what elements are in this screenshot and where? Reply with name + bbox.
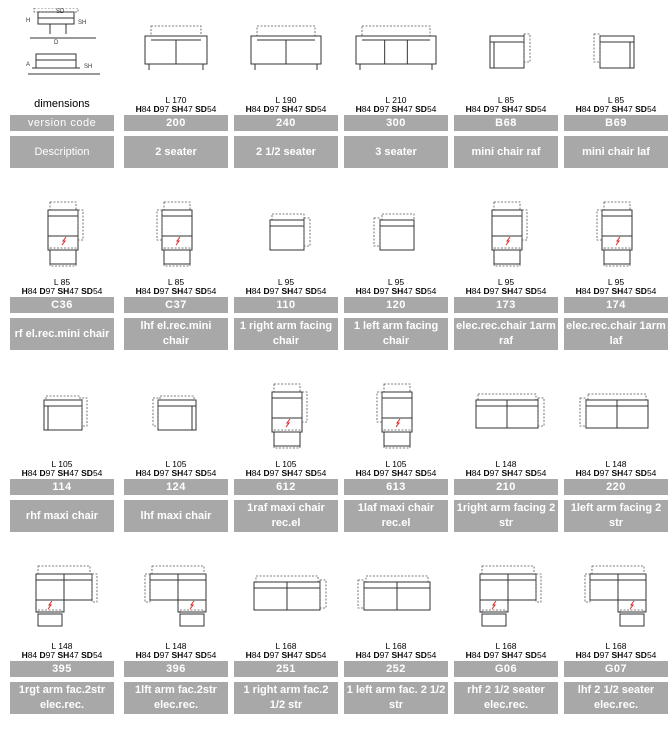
- product-description: mini chair laf: [564, 136, 668, 168]
- product-card: [234, 190, 338, 372]
- product-drawing: [344, 190, 448, 276]
- product-description: elec.rec.chair 1arm raf: [454, 318, 558, 350]
- product-card: [454, 372, 558, 554]
- product-card: [454, 190, 558, 372]
- version-code: 200: [124, 115, 228, 131]
- product-drawing: [234, 554, 338, 640]
- length-label: L 190: [275, 95, 297, 105]
- product-description: 1 left arm facing chair: [344, 318, 448, 350]
- dimensions-line: H84 D97 SH47 SD54: [245, 468, 327, 478]
- version-code: G06: [454, 661, 558, 677]
- product-card: [10, 372, 114, 554]
- length-label: L 105: [51, 459, 73, 469]
- product-drawing: [10, 554, 114, 640]
- version-code: 252: [344, 661, 448, 677]
- product-description: lhf maxi chair: [124, 500, 228, 532]
- version-code: 251: [234, 661, 338, 677]
- diagram-letter-a: A: [26, 62, 31, 68]
- dimensions-line: H84 D97 SH47 SD54: [465, 104, 547, 114]
- product-drawing: [344, 8, 448, 94]
- product-card: [344, 554, 448, 736]
- dimensions-line: H84 D97 SH47 SD54: [21, 286, 103, 296]
- product-drawing: [564, 372, 668, 458]
- version-code: 396: [124, 661, 228, 677]
- diagram-letter-d: D: [54, 40, 59, 46]
- product-card: [564, 190, 668, 372]
- product-card: [454, 554, 558, 736]
- product-description: 1 right arm facing chair: [234, 318, 338, 350]
- version-code: G07: [564, 661, 668, 677]
- product-card: [344, 190, 448, 372]
- product-description: 1lft arm fac.2str elec.rec.: [124, 682, 228, 714]
- product-description: 1right arm facing 2 str: [454, 500, 558, 532]
- version-code: B68: [454, 115, 558, 131]
- product-drawing: [454, 190, 558, 276]
- product-card: [564, 554, 668, 736]
- length-label: L 95: [387, 277, 405, 287]
- product-card: [234, 554, 338, 736]
- version-code: 174: [564, 297, 668, 313]
- recliner-drawing: [48, 202, 83, 266]
- product-drawing: [10, 190, 114, 276]
- legend-cell: [10, 8, 114, 190]
- product-card: [234, 8, 338, 190]
- dimensions-line: H84 D97 SH47 SD54: [575, 650, 657, 660]
- version-code: C36: [10, 297, 114, 313]
- product-card: [564, 8, 668, 190]
- product-drawing: [454, 554, 558, 640]
- sofa-drawing: [145, 26, 207, 70]
- dimensions-line: H84 D97 SH47 SD54: [355, 286, 437, 296]
- length-label: L 85: [607, 95, 625, 105]
- product-drawing: [564, 190, 668, 276]
- two-seat-recliner-drawing: [145, 566, 206, 626]
- dimensions-line: H84 D97 SH47 SD54: [575, 104, 657, 114]
- two-seat-drawing: [580, 394, 648, 428]
- length-label: L 105: [385, 459, 407, 469]
- diagram-letter-sh: SH: [84, 64, 93, 70]
- length-label: L 148: [51, 641, 73, 651]
- product-description: 1rgt arm fac.2str elec.rec.: [10, 682, 114, 714]
- version-code-label: version code: [10, 115, 114, 131]
- product-drawing: [564, 554, 668, 640]
- version-code: 220: [564, 479, 668, 495]
- length-label: L 168: [495, 641, 517, 651]
- length-label: L 95: [277, 277, 295, 287]
- dimensions-line: H84 D97 SH47 SD54: [135, 650, 217, 660]
- dimensions-line: H84 D97 SH47 SD54: [21, 468, 103, 478]
- dimensions-line: H84 D97 SH47 SD54: [245, 650, 327, 660]
- product-description: 1left arm facing 2 str: [564, 500, 668, 532]
- product-drawing: [124, 8, 228, 94]
- sofa-drawing: [251, 26, 321, 70]
- product-description: elec.rec.chair 1arm laf: [564, 318, 668, 350]
- dimensions-line: H84 D97 SH47 SD54: [245, 104, 327, 114]
- version-code: 173: [454, 297, 558, 313]
- product-drawing: [234, 8, 338, 94]
- product-card: [124, 372, 228, 554]
- product-card: [124, 190, 228, 372]
- version-code: B69: [564, 115, 668, 131]
- product-drawing: [344, 554, 448, 640]
- two-seat-recliner-drawing: [36, 566, 97, 626]
- product-drawing: [234, 372, 338, 458]
- recliner-drawing: [492, 202, 527, 266]
- product-drawing: [564, 8, 668, 94]
- recliner-drawing: [272, 384, 307, 448]
- product-description: 1laf maxi chair rec.el: [344, 500, 448, 532]
- length-label: L 95: [607, 277, 625, 287]
- length-label: L 210: [385, 95, 407, 105]
- product-card: [344, 372, 448, 554]
- length-label: L 85: [53, 277, 71, 287]
- length-label: L 85: [497, 95, 515, 105]
- length-label: L 95: [497, 277, 515, 287]
- length-label: L 168: [275, 641, 297, 651]
- version-code: 613: [344, 479, 448, 495]
- chair-drawing: [490, 34, 530, 68]
- product-drawing: [124, 372, 228, 458]
- dimensions-diagram: [10, 8, 114, 94]
- product-drawing: [124, 554, 228, 640]
- two-seat-drawing: [476, 394, 544, 428]
- sofa-drawing: [356, 26, 436, 70]
- length-label: L 148: [165, 641, 187, 651]
- product-card: [124, 554, 228, 736]
- product-drawing: [344, 372, 448, 458]
- product-description: mini chair raf: [454, 136, 558, 168]
- chair-drawing: [594, 34, 634, 68]
- length-label: L 105: [275, 459, 297, 469]
- recliner-drawing: [377, 384, 412, 448]
- version-code: 210: [454, 479, 558, 495]
- dimensions-line: H84 D97 SH47 SD54: [21, 650, 103, 660]
- product-description: 1raf maxi chair rec.el: [234, 500, 338, 532]
- dimensions-line: H84 D97 SH47 SD54: [575, 468, 657, 478]
- description-label: Description: [10, 136, 114, 168]
- product-drawing: [124, 190, 228, 276]
- product-description: rhf maxi chair: [10, 500, 114, 532]
- two-seat-recliner-drawing: [585, 566, 646, 626]
- dimensions-line: H84 D97 SH47 SD54: [355, 104, 437, 114]
- length-label: L 170: [165, 95, 187, 105]
- product-description: 2 1/2 seater: [234, 136, 338, 168]
- diagram-letter-sh: SH: [78, 20, 87, 26]
- dimensions-line: H84 D97 SH47 SD54: [135, 468, 217, 478]
- length-label: L 85: [167, 277, 185, 287]
- length-label: L 168: [385, 641, 407, 651]
- product-description: lhf el.rec.mini chair: [124, 318, 228, 350]
- version-code: 110: [234, 297, 338, 313]
- dimensions-label: dimensions: [34, 98, 90, 110]
- product-card: [454, 8, 558, 190]
- product-drawing: [454, 8, 558, 94]
- recliner-drawing: [157, 202, 192, 266]
- dimensions-line: H84 D97 SH47 SD54: [465, 468, 547, 478]
- dimensions-line: H84 D97 SH47 SD54: [355, 650, 437, 660]
- product-card: [234, 372, 338, 554]
- diagram-letter-sd: SD: [56, 9, 65, 15]
- product-description: rhf 2 1/2 seater elec.rec.: [454, 682, 558, 714]
- maxi-chair-drawing: [44, 396, 87, 430]
- two-half-seat-drawing: [254, 576, 326, 610]
- version-code: C37: [124, 297, 228, 313]
- version-code: 120: [344, 297, 448, 313]
- version-code: 395: [10, 661, 114, 677]
- product-description: 3 seater: [344, 136, 448, 168]
- chair-drawing: [374, 214, 414, 250]
- product-description: rf el.rec.mini chair: [10, 318, 114, 350]
- version-code: 240: [234, 115, 338, 131]
- version-code: 114: [10, 479, 114, 495]
- product-description: 1 left arm fac. 2 1/2 str: [344, 682, 448, 714]
- product-card: [10, 554, 114, 736]
- dimensions-line: H84 D97 SH47 SD54: [135, 104, 217, 114]
- dimensions-line: H84 D97 SH47 SD54: [575, 286, 657, 296]
- version-code: 612: [234, 479, 338, 495]
- two-half-seat-drawing: [358, 576, 430, 610]
- dimensions-line: H84 D97 SH47 SD54: [465, 286, 547, 296]
- length-label: L 168: [605, 641, 627, 651]
- dimensions-line: H84 D97 SH47 SD54: [245, 286, 327, 296]
- length-label: L 148: [495, 459, 517, 469]
- product-description: 1 right arm fac.2 1/2 str: [234, 682, 338, 714]
- product-card: [10, 190, 114, 372]
- two-seat-recliner-drawing: [480, 566, 541, 626]
- product-card: [344, 8, 448, 190]
- product-card: [564, 372, 668, 554]
- version-code: 124: [124, 479, 228, 495]
- product-card: [124, 8, 228, 190]
- product-drawing: [454, 372, 558, 458]
- product-description: 2 seater: [124, 136, 228, 168]
- product-drawing: [234, 190, 338, 276]
- chair-drawing: [270, 214, 310, 250]
- maxi-chair-drawing: [153, 396, 196, 430]
- dimensions-line: H84 D97 SH47 SD54: [355, 468, 437, 478]
- diagram-letter-h: H: [26, 18, 31, 24]
- length-label: L 148: [605, 459, 627, 469]
- dimensions-line: H84 D97 SH47 SD54: [465, 650, 547, 660]
- recliner-drawing: [597, 202, 632, 266]
- product-drawing: [10, 372, 114, 458]
- product-description: lhf 2 1/2 seater elec.rec.: [564, 682, 668, 714]
- length-label: L 105: [165, 459, 187, 469]
- dimensions-line: H84 D97 SH47 SD54: [135, 286, 217, 296]
- version-code: 300: [344, 115, 448, 131]
